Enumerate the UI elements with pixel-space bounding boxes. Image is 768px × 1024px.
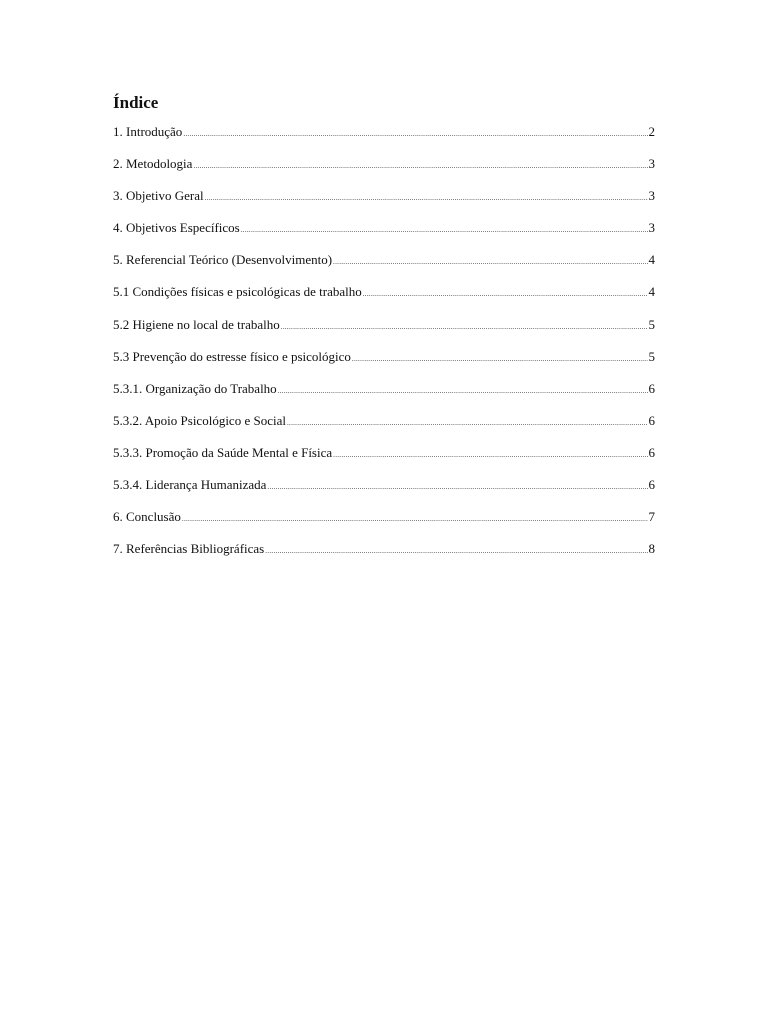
- toc-entry[interactable]: [113, 508, 655, 540]
- toc-entry-page: 5: [648, 348, 655, 364]
- toc-entry[interactable]: [113, 316, 655, 348]
- toc-entry[interactable]: [113, 123, 655, 155]
- toc-entry[interactable]: [113, 412, 655, 444]
- toc-entry-page: 8: [648, 541, 655, 557]
- toc-entry-page: 2: [648, 124, 655, 139]
- toc-entry-label: 6. Conclusão: [113, 509, 181, 525]
- toc-entry-page: 4: [648, 284, 655, 300]
- toc-dot-leader: [183, 125, 647, 143]
- toc-dot-leader: [363, 285, 648, 303]
- toc-dot-leader: [193, 157, 647, 175]
- toc-entry-page: 7: [648, 509, 655, 525]
- toc-entry-page: 6: [648, 477, 655, 493]
- toc-entry-page: 6: [648, 444, 655, 460]
- toc-entry[interactable]: [113, 187, 655, 219]
- toc-dot-leader: [281, 318, 648, 336]
- toc-dot-leader: [265, 542, 647, 560]
- toc-entry-label: 5.1 Condições físicas e psicológicas de trabalho: [113, 284, 362, 300]
- toc-dot-leader: [182, 510, 648, 528]
- toc-entry-label: 5. Referencial Teórico (Desenvolvimento): [113, 252, 333, 268]
- toc-entry[interactable]: [113, 283, 655, 315]
- toc-entry-label: 5.3.4. Liderança Humanizada: [113, 477, 267, 493]
- toc-entry-page: 5: [648, 316, 655, 332]
- toc-entry-page: 3: [648, 156, 655, 172]
- toc-entry[interactable]: [113, 540, 655, 572]
- toc-entry-label: 4. Objetivos Específicos: [113, 220, 240, 236]
- toc-entry[interactable]: [113, 219, 655, 251]
- toc-entry-label: 5.2 Higiene no local de trabalho: [113, 316, 280, 332]
- toc-entry-page: 4: [648, 252, 655, 268]
- table-of-contents: [113, 123, 655, 572]
- toc-entry-label: 5.3.2. Apoio Psicológico e Social: [113, 412, 286, 428]
- toc-entry[interactable]: [113, 476, 655, 508]
- toc-entry-page: 3: [648, 188, 655, 204]
- toc-dot-leader: [352, 350, 648, 368]
- toc-entry-label: 7. Referências Bibliográficas: [113, 541, 265, 557]
- toc-dot-leader: [333, 253, 647, 271]
- toc-dot-leader: [333, 446, 647, 464]
- toc-entry-page: 6: [648, 380, 655, 396]
- toc-entry-label: 5.3.1. Organização do Trabalho: [113, 380, 277, 396]
- toc-title: Índice: [113, 93, 159, 112]
- toc-entry[interactable]: [113, 348, 655, 380]
- toc-entry[interactable]: [113, 251, 655, 283]
- toc-entry-page: 6: [648, 412, 655, 428]
- toc-entry-label: 2. Metodologia: [113, 156, 193, 172]
- toc-dot-leader: [278, 382, 648, 400]
- toc-entry[interactable]: [113, 380, 655, 412]
- toc-entry-page: 3: [648, 220, 655, 236]
- toc-entry-label: 5.3.3. Promoção da Saúde Mental e Física: [113, 444, 333, 460]
- toc-entry-label: 5.3 Prevenção do estresse físico e psicológico: [113, 348, 351, 364]
- toc-entry-label: 1. Introdução: [113, 124, 183, 139]
- toc-entry[interactable]: [113, 155, 655, 187]
- toc-dot-leader: [287, 414, 648, 432]
- toc-entry-label: 3. Objetivo Geral: [113, 188, 204, 204]
- toc-entry[interactable]: [113, 444, 655, 476]
- toc-dot-leader: [205, 189, 648, 207]
- toc-dot-leader: [241, 221, 648, 239]
- toc-dot-leader: [267, 478, 647, 496]
